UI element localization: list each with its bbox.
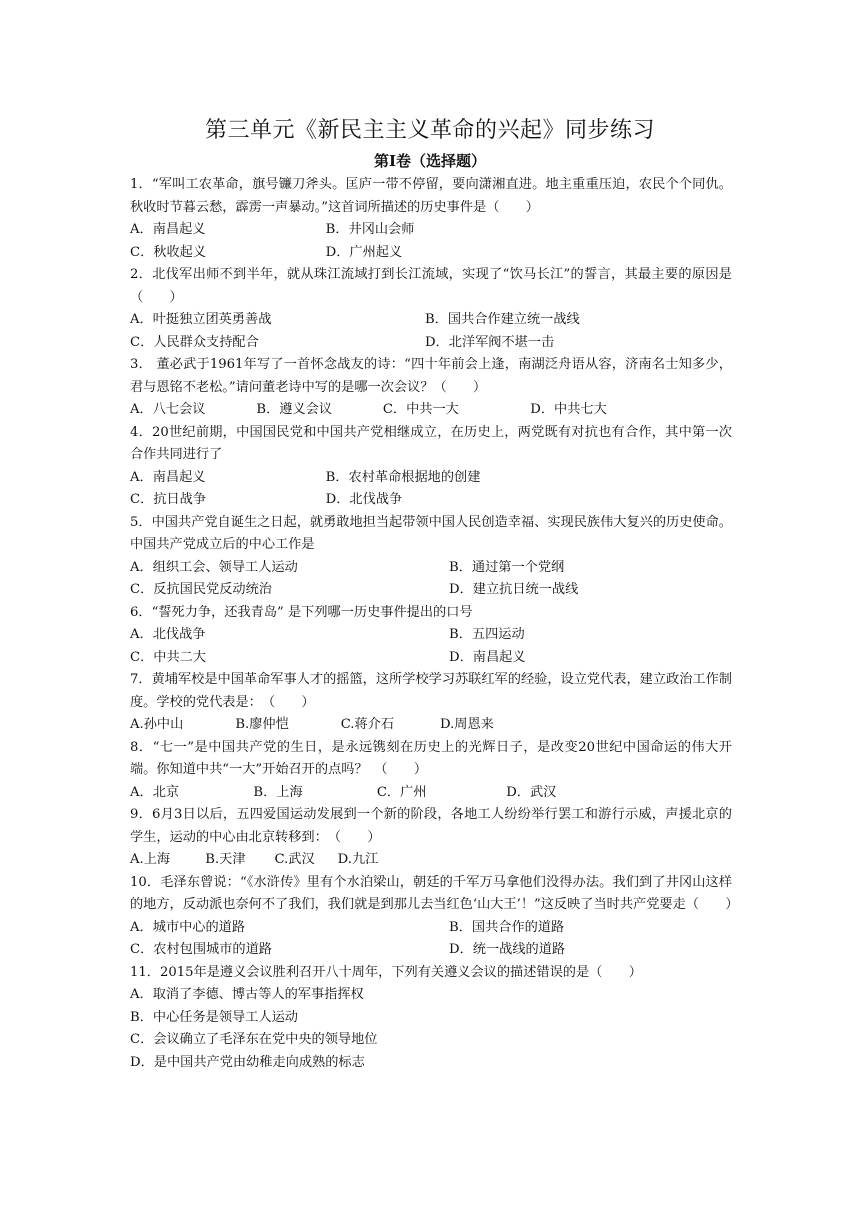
question-3 xyxy=(130,354,732,422)
question-stem: 9．6月3日以后，五四爱国运动发展到一个新的阶段，各地工人纷纷举行罢工和游行示威，声援北京的学生，运动的中心由北京转移到： （ ） xyxy=(130,807,732,845)
option-b: B．国共合作的道路 xyxy=(449,919,565,935)
option-list xyxy=(130,557,732,602)
option-b: B．通过第一个党纲 xyxy=(449,559,565,575)
option-d: D．统一战线的道路 xyxy=(449,942,566,957)
option-c: C．秋收起义 xyxy=(130,244,207,260)
question-stem: 6．“誓死力争，还我青岛” 是下列哪一历史事件提出的口号 xyxy=(130,604,473,620)
option-b: B.天津 xyxy=(205,852,246,867)
option-c: C．中共二大 xyxy=(130,649,207,665)
question-11 xyxy=(130,962,732,1075)
option-list xyxy=(130,467,732,512)
option-b: B．农村革命根据地的创建 xyxy=(325,469,481,485)
option-list xyxy=(130,984,732,1074)
option-list xyxy=(130,917,732,962)
question-9 xyxy=(130,804,732,872)
option-d: D．是中国共产党由幼稚走向成熟的标志 xyxy=(130,1054,365,1070)
option-a: A．南昌起义 xyxy=(130,222,206,237)
option-c: C．中共一大 xyxy=(382,402,459,417)
option-d: D．广州起义 xyxy=(325,244,403,260)
option-b: B．遵义会议 xyxy=(256,402,333,417)
option-a: A．南昌起义 xyxy=(130,469,206,485)
question-2 xyxy=(130,264,732,354)
option-c: C．反抗国民党反动统治 xyxy=(130,582,272,597)
question-stem: 11．2015年是遵义会议胜利召开八十周年，下列有关遵义会议的描述错误的是（ ） xyxy=(130,964,642,980)
option-list xyxy=(130,714,732,737)
option-list xyxy=(130,782,732,805)
section-heading: 第Ⅰ卷（选择题） xyxy=(373,152,487,170)
option-d: D．武汉 xyxy=(506,784,557,800)
option-a: A．北伐战争 xyxy=(130,627,206,642)
option-list xyxy=(130,309,732,354)
question-stem: 4．20世纪前期，中国国民党和中国共产党相继成立，在历史上，两党既有对抗也有合作，其中第一次合作共同进行了 xyxy=(130,424,732,462)
option-c: C．农村包围城市的道路 xyxy=(130,942,272,957)
option-a: A．叶挺独立团英勇善战 xyxy=(130,312,272,327)
question-8 xyxy=(130,737,732,805)
question-5 xyxy=(130,512,732,602)
question-7 xyxy=(130,669,732,737)
option-d: D．南昌起义 xyxy=(449,649,526,665)
option-b: B.廖仲恺 xyxy=(235,717,289,732)
option-b: B．井冈山会师 xyxy=(325,222,415,237)
option-c: C.武汉 xyxy=(274,852,315,867)
question-stem: 1．“军叫工农革命，旗号镰刀斧头。匡庐一带不停留，要向潇湘直进。地主重重压迫，农民个个同仇。秋收时节暮云愁，霹雳一声暴动。”这首词所描述的历史事件是（ ） xyxy=(130,177,732,215)
option-a: A．北京 xyxy=(130,784,180,800)
question-stem: 3． 董必武于1961年写了一首怀念战友的诗：“四十年前会上逢，南湖泛舟语从容，济南名士知多少，君与恩铭不老松。”请问董老诗中写的是哪一次会议？（ ） xyxy=(130,357,732,395)
question-stem: 8．“七一”是中国共产党的生日，是永远镌刻在历史上的光辉日子，是改变20世纪中国命运的伟大开端。你知道中共“一大”开始召开的点吗？ （ ） xyxy=(130,739,732,777)
option-d: D．北洋军阀不堪一击 xyxy=(424,334,555,350)
question-10 xyxy=(130,872,739,962)
option-list xyxy=(130,849,732,872)
option-d: D.九江 xyxy=(337,852,379,867)
option-a: A．取消了李德、博古等人的军事指挥权 xyxy=(130,987,364,1002)
option-c: C．抗日战争 xyxy=(130,492,207,507)
option-d: D．北伐战争 xyxy=(325,492,403,507)
document-title: 第三单元《新民主主义革命的兴起》同步练习 xyxy=(204,118,655,143)
option-c: C．人民群众支持配合 xyxy=(130,334,259,350)
option-b: B．中心任务是领导工人运动 xyxy=(130,1009,298,1025)
question-stem: 7．黄埔军校是中国革命军事人才的摇篮，这所学校学习苏联红军的经验，设立党代表，建立政治工作制度。学校的党代表是： （ ） xyxy=(130,672,732,710)
question-4 xyxy=(130,422,732,512)
question-stem: 10．毛泽东曾说：“《水浒传》里有个水泊梁山，朝廷的千军万马拿他们没得办法。我们到了井冈山这样的地方，反动派也奈何不了我们，我们就是到那儿去当红色‘山大王’！”这反映了当时共产党要走（ ） xyxy=(130,874,739,912)
option-c: C．广州 xyxy=(376,784,427,800)
option-a: A.上海 xyxy=(130,852,171,867)
option-a: A．八七会议 xyxy=(130,402,206,417)
option-d: D．中共七大 xyxy=(530,402,607,417)
question-stem: 5．中国共产党自诞生之日起，就勇敢地担当起带领中国人民创造幸福、实现民族伟大复兴的历史使命。中国共产党成立后的中心工作是 xyxy=(130,514,732,552)
question-stem: 2．北伐军出师不到半年，就从珠江流域打到长江流域，实现了“饮马长江”的誓言，其最主要的原因是（ ） xyxy=(130,267,732,305)
question-1 xyxy=(130,174,732,264)
question-list xyxy=(130,174,739,1074)
option-a: A．组织工会、领导工人运动 xyxy=(130,559,298,575)
option-d: D.周恩来 xyxy=(440,717,494,732)
option-a: A.孙中山 xyxy=(130,717,184,732)
option-c: C.蒋介石 xyxy=(340,717,395,732)
question-6 xyxy=(130,602,732,670)
option-b: B．五四运动 xyxy=(449,627,525,642)
option-d: D．建立抗日统一战线 xyxy=(449,582,579,597)
option-b: B．国共合作建立统一战线 xyxy=(424,312,580,327)
option-b: B．上海 xyxy=(253,784,303,800)
option-a: A．城市中心的道路 xyxy=(130,919,246,935)
option-list xyxy=(130,219,732,264)
option-c: C．会议确立了毛泽东在党中央的领导地位 xyxy=(130,1032,378,1047)
option-list xyxy=(130,624,732,669)
option-list xyxy=(130,399,732,422)
